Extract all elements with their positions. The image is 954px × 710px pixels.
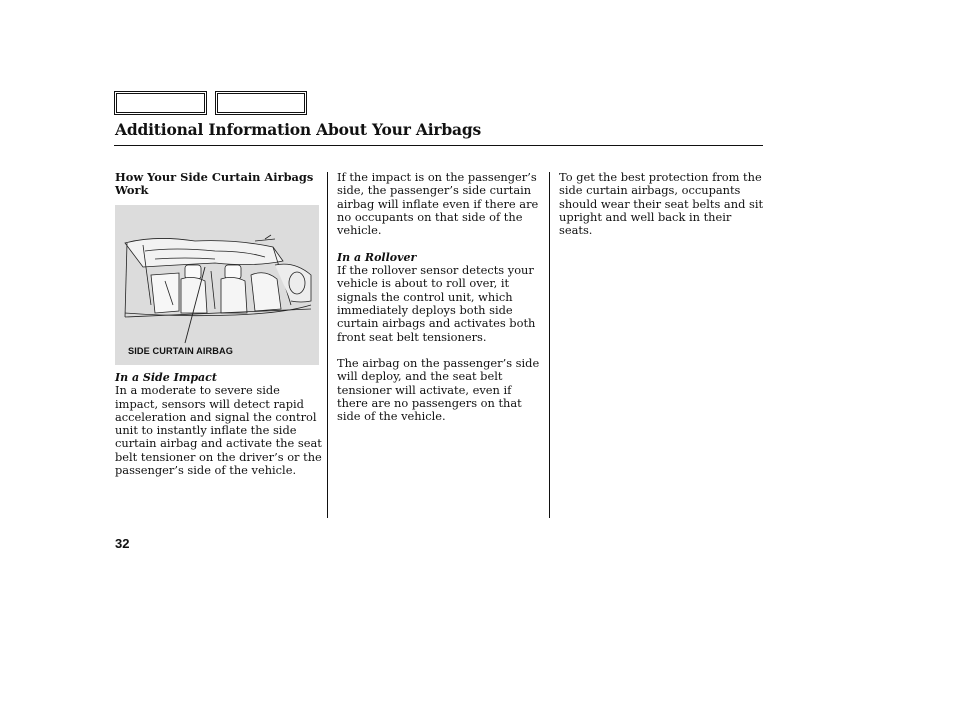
column-1-body [115,371,325,477]
column-2 [337,171,545,424]
column-divider-1 [327,172,328,518]
paragraph-side-impact: In a moderate to severe side impact, sensors will detect rapid acceleration and signal the control unit to instantly inflate the side curtain airbag and activate the seat belt tensioner on the driver’s or the passenger’s side of the vehicle. [115,383,322,478]
section-tab-1[interactable] [114,91,207,115]
column-divider-2 [549,172,550,518]
paragraph-best-protection: To get the best protection from the side curtain airbags, occupants should wear their seat belts and sit upright and well back in their seats. [559,170,764,238]
column-3 [559,171,764,237]
section-heading: How Your Side Curtain Airbags Work [115,170,314,198]
car-interior-drawing [115,205,319,365]
title-divider [114,145,763,146]
page-title: Additional Information About Your Airbags [115,120,482,139]
column-1 [115,171,320,198]
paragraph-rollover: If the rollover sensor detects your vehicle is about to roll over, it signals the control unit, which immediately deploys both side curtain airbags and activates both front seat belt tensioners. [337,263,536,344]
subheading-rollover: In a Rollover [337,250,417,264]
subheading-side-impact: In a Side Impact [115,371,217,384]
page-number: 32 [115,536,130,551]
figure-caption: SIDE CURTAIN AIRBAG [128,346,234,356]
section-tab-2[interactable] [215,91,307,115]
paragraph-passenger-airbag: The airbag on the passenger’s side will deploy, and the seat belt tensioner will activate, even if there are no passengers on that side of the vehicle. [337,356,540,424]
side-curtain-airbag-illustration [115,205,319,365]
paragraph-passenger-side: If the impact is on the passenger’s side, the passenger’s side curtain airbag will inflate even if there are no occupants on that side of the vehicle. [337,170,539,238]
